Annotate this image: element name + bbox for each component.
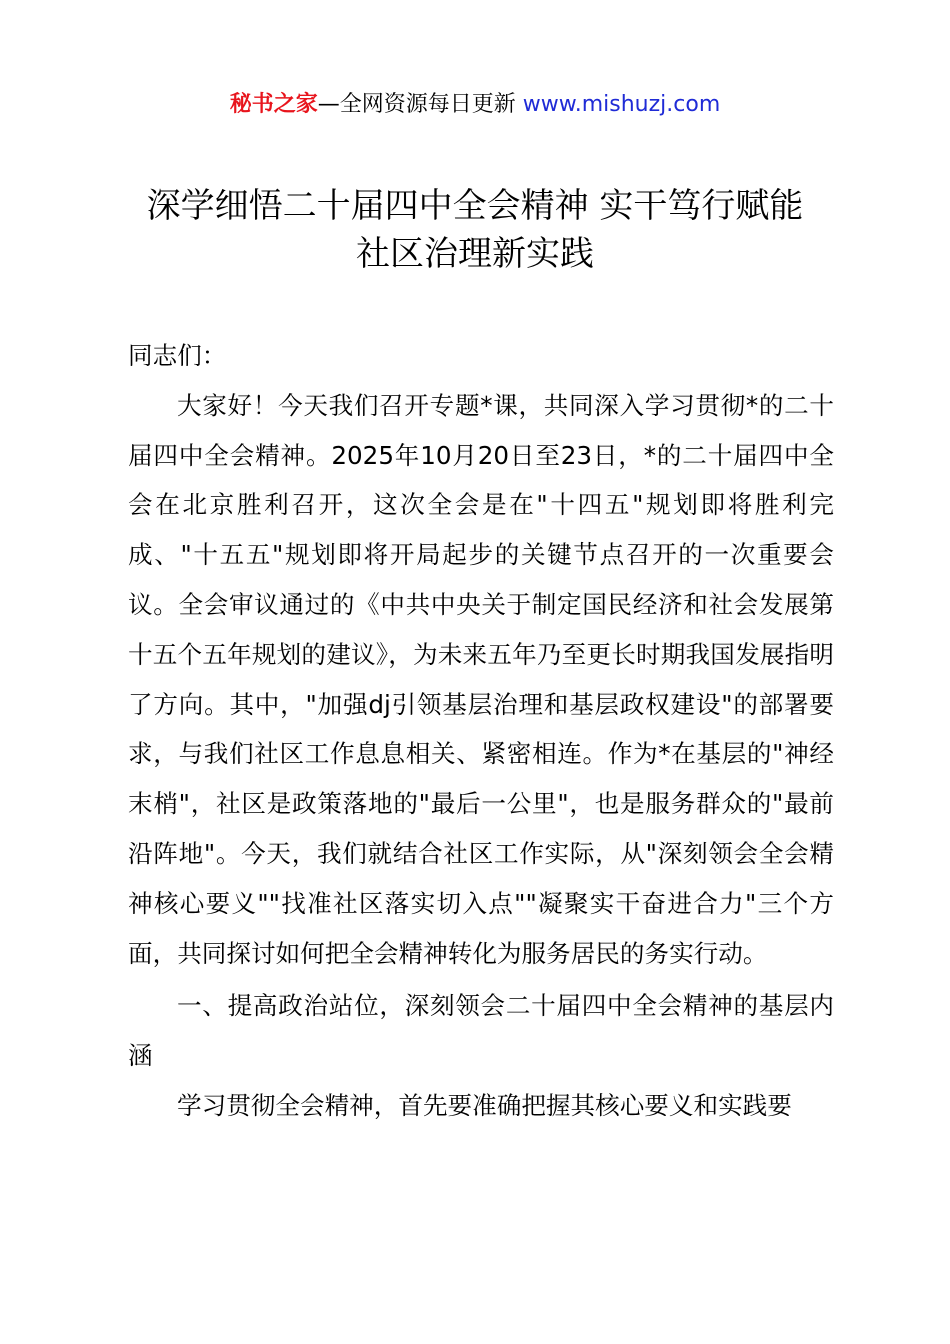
salutation: 同志们： <box>128 341 227 370</box>
site-tagline: —全网资源每日更新 <box>317 92 523 117</box>
document-body <box>128 331 834 1131</box>
site-header <box>0 88 950 122</box>
site-url-link[interactable]: www.mishuzj.com <box>522 92 721 117</box>
body-paragraph-2: 学习贯彻全会精神，首先要准确把握其核心要义和实践要 <box>177 1090 792 1120</box>
document-title <box>100 182 850 278</box>
site-brand[interactable]: 秘书之家 <box>229 92 318 117</box>
document-title-line-2: 社区治理新实践 <box>356 234 594 274</box>
section-heading-1: 一、提高政治站位，深刻领会二十届四中全会精神的基层内涵 <box>128 991 834 1071</box>
document-title-line-1: 深学细悟二十届四中全会精神 实干笃行赋能 <box>146 186 804 226</box>
body-paragraph-1: 大家好！今天我们召开专题*课，共同深入学习贯彻*的二十届四中全会精神。2025年10月20日至23日，*的二十届四中全会在北京胜利召开，这次全会是在"十四五"规划即将胜利完成、"十五五"规划即将开局起步的关键节点召开的一次重要会议。全会审议通过的《中共中央关于制定国民经济和社会发展第十五个五年规划的建议》，为未来五年乃至更长时期我国发展指明了方向。其中，"加强dj引领基层治理和基层政权建设"的部署要求，与我们社区工作息息相关、紧密相连。作为*在基层的"神经末梢"，社区是政策落地的"最后一公里"，也是服务群众的"最前沿阵地"。今天，我们就结合社区工作实际，从"深刻领会全会精神核心要义""找准社区落实切入点""凝聚实干奋进合力"三个方面，共同探讨如何把全会精神转化为服务居民的务实行动。 <box>128 390 834 968</box>
